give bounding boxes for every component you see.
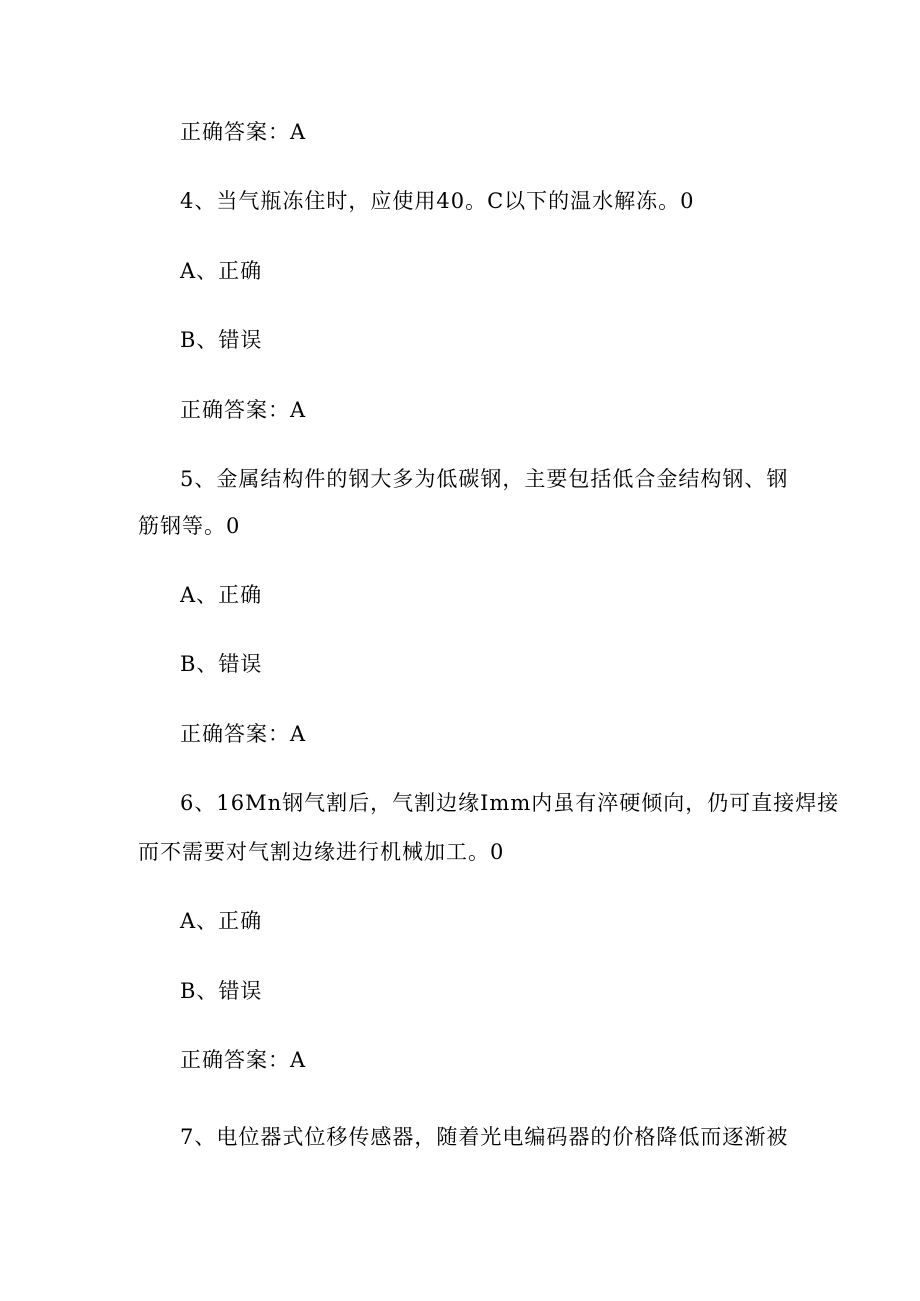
question-5-text-line2: 筋钢等。0 (138, 514, 241, 538)
question-5-text-line1: 5、金属结构件的钢大多为低碳钢，主要包括低合金结构钢、钢 (180, 467, 789, 491)
question-6-option-a: A、正确 (180, 909, 263, 933)
question-5-option-a: A、正确 (180, 583, 263, 607)
question-6-text-line2: 而不需要对气割边缘进行机械加工。0 (138, 840, 505, 864)
answer-line-q3: 正确答案：A (180, 120, 307, 144)
question-6-text-line1: 6、16Mn钢气割后，气割边缘Imm内虽有淬硬倾向，仍可直接焊接 (180, 791, 840, 815)
question-4-text: 4、当气瓶冻住时，应使用40。C以下的温水解冻。0 (180, 189, 695, 213)
answer-line-q5: 正确答案：A (180, 722, 307, 746)
question-5-option-b: B、错误 (180, 652, 263, 676)
question-6-option-b: B、错误 (180, 979, 263, 1003)
question-4-option-b: B、错误 (180, 328, 263, 352)
question-4-option-a: A、正确 (180, 259, 263, 283)
answer-line-q6: 正确答案：A (180, 1048, 307, 1072)
question-7-text-line1: 7、电位器式位移传感器，随着光电编码器的价格降低而逐渐被 (180, 1125, 789, 1149)
answer-line-q4: 正确答案：A (180, 398, 307, 422)
